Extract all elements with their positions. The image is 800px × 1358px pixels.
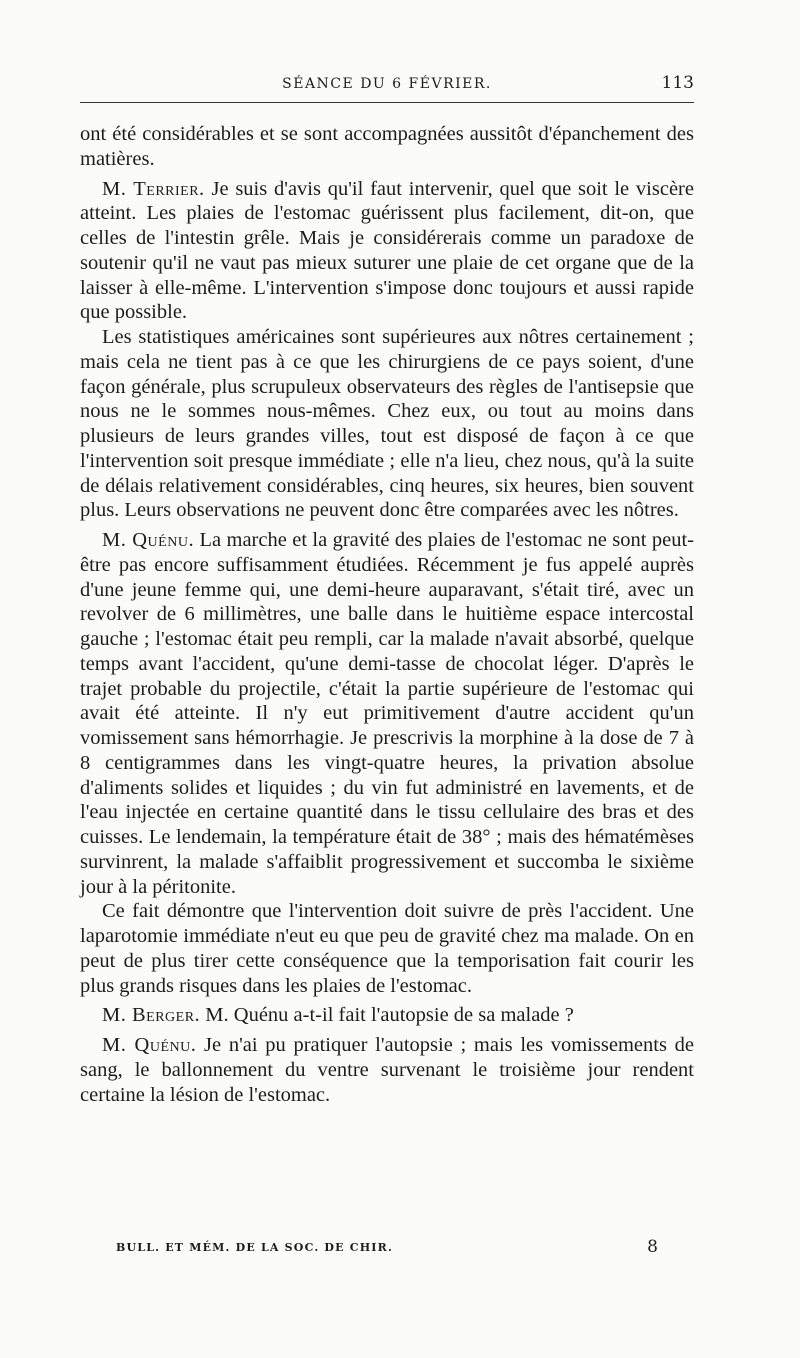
paragraph-text: Ce fait démontre que l'intervention doit suivre de près l'accident. Une laparotomie immédiate n'eut eu que peu de gravité chez ma malade. On en peut de plus tirer cette conséquence que la temporisation fait courir les plus grands risques dans les plaies de l'estomac.	[80, 900, 694, 997]
paragraph-terrier	[80, 177, 694, 326]
paragraph-text: ont été considérables et se sont accompagnées aussitôt d'épanchement des matières.	[80, 123, 694, 170]
paragraph-text: M. Quénu a-t-il fait l'autopsie de sa malade ?	[200, 1004, 574, 1027]
paragraph-text: Je suis d'avis qu'il faut intervenir, quel que soit le viscère atteint. Les plaies de l'estomac guérissent plus facilement, dit-on, que celles de l'intestin grêle. Mais je considérerais comme un paradoxe de soutenir qu'il ne vaut pas mieux suturer une plaie de cet organe que de la laisser à elle-même. L'intervention s'impose donc toujours et aussi rapide que possible.	[80, 177, 694, 324]
paragraph-text: La marche et la gravité des plaies de l'estomac ne sont peut-être pas encore suffisamment étudiées. Récemment je fus appelé auprès d'une jeune femme qui, une demi-heure auparavant, s'était tiré, avec un revolver de 6 millimètres, une balle dans le huitième espace intercostal gauche ; l'estomac était peu rempli, car la malade n'avait absorbé, quelque temps avant l'accident, qu'une demi-tasse de chocolat léger. D'après le trajet probable du projectile, c'était la partie supérieure de l'estomac qui avait été atteinte. Il n'y eut primitivement d'autre accident qu'un vomissement sans hémorrhagie. Je prescrivis la morphine à la dose de 7 à 8 centigrammes dans les vingt-quatre heures, la privation absolue d'aliments solides et liquides ; du vin fut administré en lavements, et de l'eau injectée en certaine quantité dans le tissu cellulaire des bras et des cuisses. Le lendemain, la température était de 38° ; mais des hématémèses survinrent, la malade s'affaiblit progressivement et succomba le sixième jour à la péritonite.	[80, 529, 695, 898]
speaker-name: M. Quénu.	[102, 1034, 197, 1056]
signature-mark: 8	[647, 1237, 658, 1257]
running-title: SÉANCE DU 6 FÉVRIER.	[282, 76, 492, 92]
paragraph-conclusion	[80, 899, 694, 998]
paragraph-quenu-reply	[80, 1033, 694, 1107]
speaker-name: M. Terrier.	[102, 177, 205, 200]
page-header	[80, 72, 694, 98]
page-number: 113	[661, 73, 694, 93]
paragraph-berger	[80, 1003, 694, 1028]
paragraph-continuation	[80, 122, 694, 172]
page-footer	[80, 1237, 694, 1261]
paragraph-text: Je n'ai pu pratiquer l'autopsie ; mais les vomissements de sang, le ballonnement du ventre survenant le troisième jour rendent certaine la lésion de l'estomac.	[80, 1034, 694, 1106]
header-rule	[80, 102, 694, 103]
journal-signature: BULL. ET MÉM. DE LA SOC. DE CHIR.	[116, 1241, 394, 1254]
paragraph-statistics	[80, 325, 694, 523]
paragraph-text: Les statistiques américaines sont supérieures aux nôtres certainement ; mais cela ne tient pas à ce que les chirurgiens de ce pays soient, d'une façon générale, plus scrupuleux observateurs des règles de l'antisepsie que nous ne le sommes nous-mêmes. Chez eux, ou tout au moins dans plusieurs de leurs grandes villes, tout est disposé de façon à ce que l'intervention soit presque immédiate ; elle n'a lieu, chez nous, qu'à la suite de délais relativement considérables, cinq heures, six heures, bien souvent plus. Leurs observations ne peuvent donc être comparées avec les nôtres.	[80, 326, 694, 522]
body-text	[80, 122, 694, 1107]
speaker-name: M. Berger.	[102, 1004, 201, 1027]
paragraph-quenu	[80, 528, 694, 899]
speaker-name: M. Quénu.	[102, 529, 195, 551]
